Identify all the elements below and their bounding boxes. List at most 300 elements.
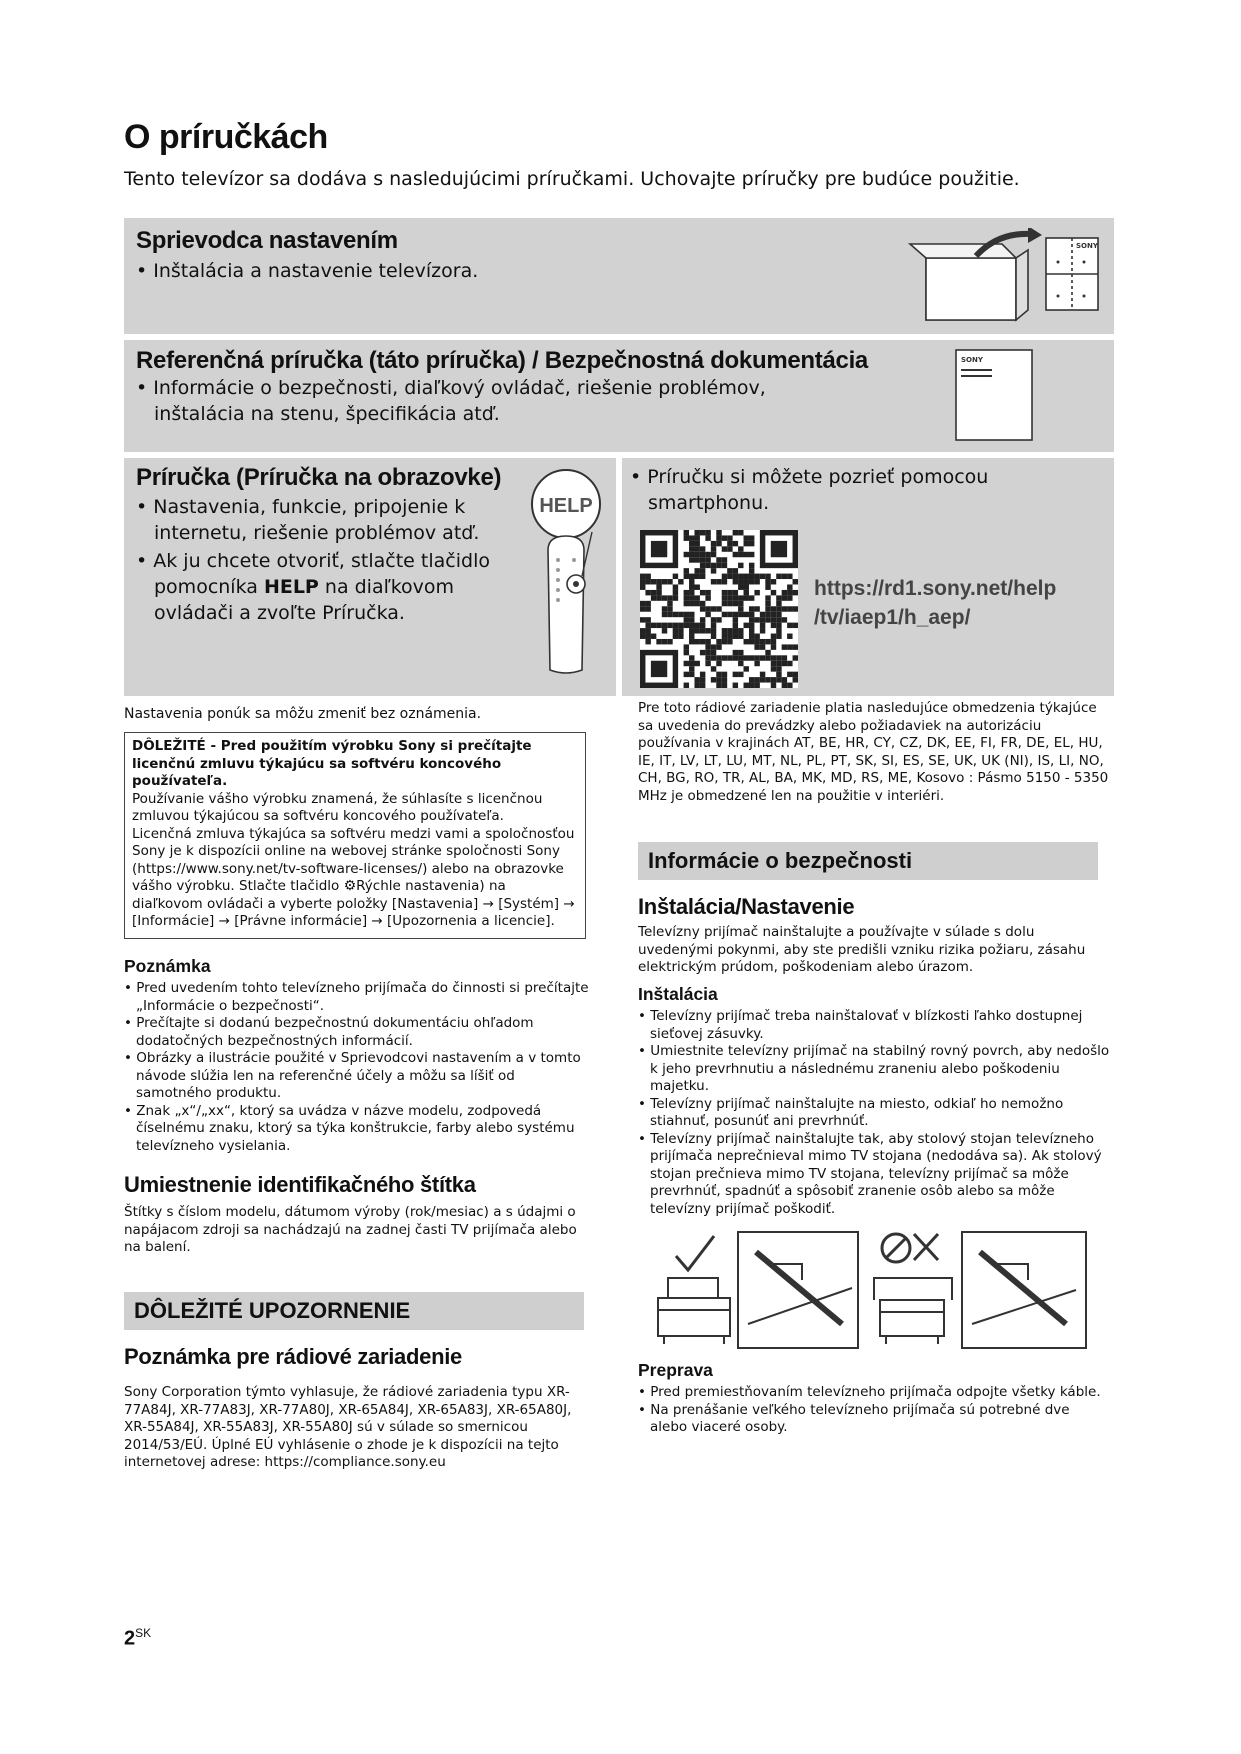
- qr-module: [727, 535, 732, 540]
- qr-module: [716, 541, 721, 546]
- qr-module: [689, 655, 694, 660]
- qr-module: [793, 672, 798, 677]
- qr-code-pattern: [640, 530, 798, 688]
- qr-module: [689, 634, 694, 639]
- qr-module: [722, 612, 727, 617]
- qr-module: [684, 661, 689, 666]
- qr-module: [738, 601, 743, 606]
- qr-module: [744, 579, 749, 584]
- qr-module: [776, 666, 781, 671]
- qr-module: [700, 557, 705, 562]
- qr-finder: [771, 541, 787, 557]
- qr-module: [645, 606, 650, 611]
- qr-module: [705, 606, 710, 611]
- qr-module: [640, 617, 645, 622]
- qr-module: [700, 623, 705, 628]
- qr-module: [662, 606, 667, 611]
- qr-module: [662, 595, 667, 600]
- qr-module: [684, 568, 689, 573]
- qr-finder: [651, 661, 667, 677]
- qr-module: [689, 672, 694, 677]
- installation-item: • Televízny prijímač treba nainštalovať v blízkosti ľahko dostupnej sieťovej zásuvky.: [638, 1008, 1083, 1042]
- qr-module: [738, 552, 743, 557]
- qr-module: [793, 579, 798, 584]
- qr-module: [689, 661, 694, 666]
- qr-module: [738, 628, 743, 633]
- qr-module: [733, 634, 738, 639]
- qr-module: [771, 579, 776, 584]
- qr-module: [722, 546, 727, 551]
- qr-module: [645, 623, 650, 628]
- qr-module: [744, 541, 749, 546]
- qr-module: [689, 666, 694, 671]
- qr-module: [793, 655, 798, 660]
- qr-module: [645, 617, 650, 622]
- radio-restrictions-text: Pre toto rádiové zariadenie platia nasledujúce obmedzenia týkajúce sa uvedenia do prevádzky alebo požiadaviek na autorizáciu používania v krajinách AT, BE, HR, CY, CZ, DK, EE, FI, FR, DE, EL, HU, IE, IT, LV, LT, LU, MT, NL, PL, PT, SK, SI, ES, SE, UK, UK (NI), IS, LI, NO, CH, BG, RO, TR, AL, BA, MK, MD, RS, ME, Kosovo : Pásmo 5150 - 5350 MHz je obmedzené len na použitie v interiéri.: [638, 700, 1109, 804]
- qr-module: [749, 541, 754, 546]
- qr-module: [722, 677, 727, 682]
- qr-module: [716, 655, 721, 660]
- qr-module: [684, 530, 689, 535]
- smartphone-item: • Príručku si môžete pozrieť pomocou smartphonu.: [630, 466, 989, 514]
- qr-module: [744, 535, 749, 540]
- qr-module: [722, 601, 727, 606]
- installation-item: • Televízny prijímač nainštalujte na miesto, odkiaľ ho nemožno stiahnuť, posunúť ani prevrhnúť.: [638, 1095, 1064, 1129]
- qr-module: [744, 552, 749, 557]
- qr-module: [760, 644, 765, 649]
- qr-module: [782, 644, 787, 649]
- qr-module: [744, 655, 749, 660]
- qr-module: [645, 628, 650, 633]
- qr-module: [645, 590, 650, 595]
- qr-module: [765, 579, 770, 584]
- qr-module: [694, 628, 699, 633]
- qr-module: [705, 535, 710, 540]
- qr-module: [667, 612, 672, 617]
- qr-module: [722, 639, 727, 644]
- qr-module: [645, 579, 650, 584]
- qr-module: [711, 563, 716, 568]
- qr-module: [787, 623, 792, 628]
- qr-module: [776, 628, 781, 633]
- qr-module: [776, 672, 781, 677]
- qr-module: [771, 612, 776, 617]
- qr-module: [640, 628, 645, 633]
- note-list: [124, 980, 590, 1155]
- setup-guide-box: [124, 218, 1114, 334]
- qr-module: [700, 546, 705, 551]
- qr-module: [716, 563, 721, 568]
- qr-module: [711, 568, 716, 573]
- qr-module: [711, 650, 716, 655]
- label-section-heading: Umiestnenie identifikačného štítka: [124, 1172, 476, 1197]
- qr-module: [733, 623, 738, 628]
- qr-module: [738, 579, 743, 584]
- qr-module: [711, 655, 716, 660]
- note-item: • Pred uvedením tohto televízneho prijímača do činnosti si prečítajte „Informácie o bezpečnosti“.: [124, 980, 589, 1014]
- qr-module: [738, 563, 743, 568]
- qr-module: [684, 650, 689, 655]
- qr-module: [765, 639, 770, 644]
- qr-module: [765, 650, 770, 655]
- qr-module: [782, 655, 787, 660]
- qr-module: [645, 601, 650, 606]
- qr-module: [722, 563, 727, 568]
- qr-module: [765, 595, 770, 600]
- qr-module: [656, 623, 661, 628]
- qr-module: [782, 590, 787, 595]
- qr-module: [722, 683, 727, 688]
- qr-module: [711, 552, 716, 557]
- qr-module: [700, 601, 705, 606]
- qr-module: [700, 590, 705, 595]
- qr-module: [711, 666, 716, 671]
- qr-module: [744, 683, 749, 688]
- qr-module: [744, 666, 749, 671]
- installation-heading: Inštalácia: [638, 984, 718, 1004]
- qr-module: [782, 606, 787, 611]
- qr-module: [744, 574, 749, 579]
- qr-module: [716, 639, 721, 644]
- qr-module: [787, 683, 792, 688]
- qr-module: [733, 579, 738, 584]
- qr-module: [711, 628, 716, 633]
- qr-module: [765, 584, 770, 589]
- qr-module: [640, 601, 645, 606]
- qr-module: [760, 617, 765, 622]
- qr-module: [793, 606, 798, 611]
- qr-module: [722, 590, 727, 595]
- qr-module: [776, 617, 781, 622]
- license-notice-heading: DÔLEŽITÉ - Pred použitím výrobku Sony si prečítajte licenčnú zmluvu týkajúcu sa softvéru koncového používateľa.: [132, 738, 532, 789]
- qr-module: [667, 595, 672, 600]
- qr-module: [771, 639, 776, 644]
- qr-module: [700, 617, 705, 622]
- qr-module: [787, 672, 792, 677]
- qr-module: [722, 634, 727, 639]
- qr-module: [716, 579, 721, 584]
- qr-module: [689, 574, 694, 579]
- qr-module: [667, 606, 672, 611]
- qr-module: [754, 634, 759, 639]
- qr-module: [705, 552, 710, 557]
- qr-module: [684, 595, 689, 600]
- qr-module: [640, 634, 645, 639]
- qr-module: [787, 634, 792, 639]
- qr-module: [689, 628, 694, 633]
- qr-code: [640, 530, 798, 688]
- qr-module: [716, 530, 721, 535]
- qr-module: [749, 639, 754, 644]
- qr-module: [782, 617, 787, 622]
- qr-module: [727, 574, 732, 579]
- qr-module: [754, 677, 759, 682]
- qr-module: [754, 655, 759, 660]
- qr-module: [694, 677, 699, 682]
- qr-module: [656, 590, 661, 595]
- qr-module: [733, 552, 738, 557]
- qr-module: [689, 584, 694, 589]
- qr-module: [727, 628, 732, 633]
- qr-module: [793, 590, 798, 595]
- qr-module: [733, 530, 738, 535]
- license-notice-p2: Licenčná zmluva týkajúca sa softvéru medzi vami a spoločnosťou Sony je k dispozícii online na webovej stránke spoločnosti Sony (https://www.sony.net/tv-software-licenses/) alebo na obrazovke vášho výrobku. Stlačte tlačidlo ⚙Rýchle nastavenia) na diaľkovom ovládači a vyberte položky [Nastavenia] → [Systém] → [Informácie] → [Právne informácie] → [Upozornenia a licencie].: [132, 825, 575, 929]
- note-item: • Znak „x“/„xx“, ktorý sa uvádza v názve modelu, zodpovedá číselnému znaku, ktorý sa týka konštrukcie, farby alebo systému televízneho vysielania.: [124, 1102, 575, 1154]
- qr-module: [640, 606, 645, 611]
- qr-module: [738, 595, 743, 600]
- qr-module: [711, 541, 716, 546]
- qr-module: [700, 677, 705, 682]
- install-setup-text: Televízny prijímač nainštalujte a používajte v súlade s dolu uvedenými pokynmi, aby ste predišli vzniku rizika požiaru, zásahu elektrickým prúdom, poškodeniam alebo úrazom.: [638, 924, 1086, 975]
- qr-module: [694, 557, 699, 562]
- qr-module: [749, 535, 754, 540]
- qr-module: [733, 628, 738, 633]
- qr-module: [700, 574, 705, 579]
- tv-box-icon: [906, 228, 1106, 328]
- qr-module: [722, 579, 727, 584]
- qr-module: [727, 634, 732, 639]
- qr-module: [678, 628, 683, 633]
- qr-module: [738, 606, 743, 611]
- gear-icon: ⚙: [343, 878, 357, 894]
- safety-info-bar: Informácie o bezpečnosti: [638, 842, 1098, 880]
- qr-module: [700, 639, 705, 644]
- qr-module: [754, 683, 759, 688]
- qr-module: [727, 568, 732, 573]
- qr-module: [667, 579, 672, 584]
- qr-module: [738, 546, 743, 551]
- qr-module: [733, 672, 738, 677]
- qr-module: [651, 579, 656, 584]
- qr-module: [678, 623, 683, 628]
- qr-module: [705, 557, 710, 562]
- qr-module: [749, 634, 754, 639]
- qr-module: [782, 661, 787, 666]
- qr-module: [765, 617, 770, 622]
- help-guide-heading: Príručka (Príručka na obrazovke): [136, 464, 502, 491]
- qr-module: [733, 590, 738, 595]
- note-item: • Obrázky a ilustrácie použité v Sprievodcovi nastavením a v tomto návode slúžia len na referenčné účely a môžu sa líšiť od samotného produktu.: [124, 1050, 581, 1101]
- qr-module: [738, 655, 743, 660]
- qr-module: [733, 568, 738, 573]
- qr-module: [749, 628, 754, 633]
- qr-module: [749, 677, 754, 682]
- qr-module: [667, 623, 672, 628]
- qr-module: [787, 661, 792, 666]
- qr-module: [651, 623, 656, 628]
- important-notice-bar: DÔLEŽITÉ UPOZORNENIE: [124, 1292, 584, 1330]
- help-guide-box: [124, 458, 616, 696]
- qr-module: [776, 574, 781, 579]
- qr-module: [738, 661, 743, 666]
- qr-module: [656, 639, 661, 644]
- qr-module: [722, 655, 727, 660]
- qr-module: [694, 568, 699, 573]
- qr-module: [645, 639, 650, 644]
- remote-control-icon: [522, 466, 612, 678]
- qr-module: [771, 623, 776, 628]
- qr-module: [694, 574, 699, 579]
- qr-module: [656, 579, 661, 584]
- qr-module: [711, 579, 716, 584]
- qr-module: [738, 530, 743, 535]
- qr-module: [684, 617, 689, 622]
- qr-module: [700, 628, 705, 633]
- qr-module: [700, 650, 705, 655]
- qr-module: [754, 644, 759, 649]
- qr-module: [705, 661, 710, 666]
- note-heading: Poznámka: [124, 956, 211, 976]
- qr-module: [760, 574, 765, 579]
- qr-module: [738, 612, 743, 617]
- qr-module: [771, 655, 776, 660]
- qr-module: [738, 634, 743, 639]
- qr-finder: [651, 541, 667, 557]
- qr-module: [776, 677, 781, 682]
- qr-module: [727, 639, 732, 644]
- qr-module: [782, 574, 787, 579]
- qr-module: [673, 595, 678, 600]
- qr-module: [760, 655, 765, 660]
- qr-module: [744, 584, 749, 589]
- qr-module: [749, 606, 754, 611]
- transport-list: [638, 1384, 1110, 1437]
- qr-module: [689, 557, 694, 562]
- qr-module: [640, 579, 645, 584]
- installation-list: [638, 1008, 1110, 1218]
- qr-module: [716, 661, 721, 666]
- tv-box-label: SONY: [1076, 242, 1098, 250]
- qr-module: [787, 590, 792, 595]
- qr-module: [733, 617, 738, 622]
- qr-module: [651, 634, 656, 639]
- qr-module: [689, 535, 694, 540]
- qr-module: [727, 601, 732, 606]
- qr-module: [705, 655, 710, 660]
- qr-module: [645, 574, 650, 579]
- qr-module: [694, 552, 699, 557]
- qr-module: [727, 546, 732, 551]
- qr-module: [782, 683, 787, 688]
- qr-module: [667, 601, 672, 606]
- qr-module: [793, 644, 798, 649]
- qr-module: [765, 677, 770, 682]
- qr-module: [722, 557, 727, 562]
- qr-module: [738, 672, 743, 677]
- qr-module: [760, 639, 765, 644]
- qr-module: [749, 612, 754, 617]
- installation-item: • Televízny prijímač nainštalujte tak, aby stolový stojan televízneho prijímača neprečnieval mimo TV stojana (nedodáva sa). Ak stolový stojan prečnieva mimo TV stojana, televízny prijímač sa môže prevrhnúť, spadnúť a spôsobiť zranenie osôb alebo sa môže televízny prijímač poškodiť.: [638, 1130, 1102, 1217]
- qr-module: [733, 595, 738, 600]
- qr-module: [765, 574, 770, 579]
- qr-module: [716, 672, 721, 677]
- qr-module: [689, 601, 694, 606]
- qr-module: [749, 574, 754, 579]
- qr-module: [749, 617, 754, 622]
- qr-module: [787, 584, 792, 589]
- menu-change-note: Nastavenia ponúk sa môžu zmeniť bez oznámenia.: [124, 706, 482, 722]
- qr-module: [771, 590, 776, 595]
- install-setup-heading: Inštalácia/Nastavenie: [638, 894, 855, 919]
- qr-module: [684, 623, 689, 628]
- qr-module: [694, 683, 699, 688]
- qr-module: [684, 535, 689, 540]
- qr-module: [722, 535, 727, 540]
- help-guide-item-1: • Nastavenia, funkcie, pripojenie k internetu, riešenie problémov atď.: [136, 496, 480, 544]
- qr-module: [776, 595, 781, 600]
- qr-module: [684, 552, 689, 557]
- qr-module: [771, 677, 776, 682]
- qr-module: [700, 568, 705, 573]
- qr-module: [689, 595, 694, 600]
- qr-module: [765, 601, 770, 606]
- qr-module: [754, 579, 759, 584]
- qr-module: [744, 639, 749, 644]
- transport-heading: Preprava: [638, 1360, 713, 1380]
- qr-module: [673, 612, 678, 617]
- qr-module: [771, 661, 776, 666]
- qr-module: [727, 595, 732, 600]
- qr-module: [711, 606, 716, 611]
- qr-module: [694, 595, 699, 600]
- qr-module: [738, 584, 743, 589]
- qr-module: [673, 584, 678, 589]
- qr-module: [771, 617, 776, 622]
- qr-module: [694, 661, 699, 666]
- qr-module: [760, 612, 765, 617]
- qr-module: [776, 601, 781, 606]
- label-section-text: Štítky s číslom modelu, dátumom výroby (rok/mesiac) a s údajmi o napájacom zdroji sa nachádzajú na zadnej časti TV prijímača alebo na balení.: [124, 1204, 577, 1255]
- qr-module: [782, 595, 787, 600]
- qr-module: [684, 683, 689, 688]
- qr-module: [711, 677, 716, 682]
- qr-module: [705, 595, 710, 600]
- qr-module: [727, 655, 732, 660]
- qr-module: [656, 584, 661, 589]
- qr-module: [694, 584, 699, 589]
- qr-module: [771, 644, 776, 649]
- qr-module: [754, 661, 759, 666]
- reference-guide-item: • Informácie o bezpečnosti, diaľkový ovládač, riešenie problémov, inštalácia na stenu, špecifikácia atď.: [136, 377, 766, 425]
- qr-module: [722, 595, 727, 600]
- qr-module: [651, 595, 656, 600]
- qr-module: [771, 606, 776, 611]
- qr-module: [765, 606, 770, 611]
- cross-icon: [914, 1234, 938, 1260]
- qr-module: [640, 584, 645, 589]
- qr-module: [776, 661, 781, 666]
- qr-module: [662, 628, 667, 633]
- page-title: O príručkách: [124, 118, 328, 156]
- qr-module: [744, 623, 749, 628]
- license-notice-box: [124, 732, 586, 939]
- qr-module: [744, 612, 749, 617]
- qr-module: [684, 574, 689, 579]
- qr-module: [700, 672, 705, 677]
- qr-module: [749, 579, 754, 584]
- help-url[interactable]: https://rd1.sony.net/help /tv/iaep1/h_aep/: [814, 577, 1057, 629]
- qr-module: [787, 574, 792, 579]
- qr-module: [716, 606, 721, 611]
- qr-module: [705, 590, 710, 595]
- qr-module: [705, 644, 710, 649]
- qr-module: [716, 557, 721, 562]
- reference-guide-box: [124, 340, 1114, 452]
- qr-module: [705, 650, 710, 655]
- qr-module: [711, 546, 716, 551]
- qr-module: [705, 628, 710, 633]
- qr-module: [733, 655, 738, 660]
